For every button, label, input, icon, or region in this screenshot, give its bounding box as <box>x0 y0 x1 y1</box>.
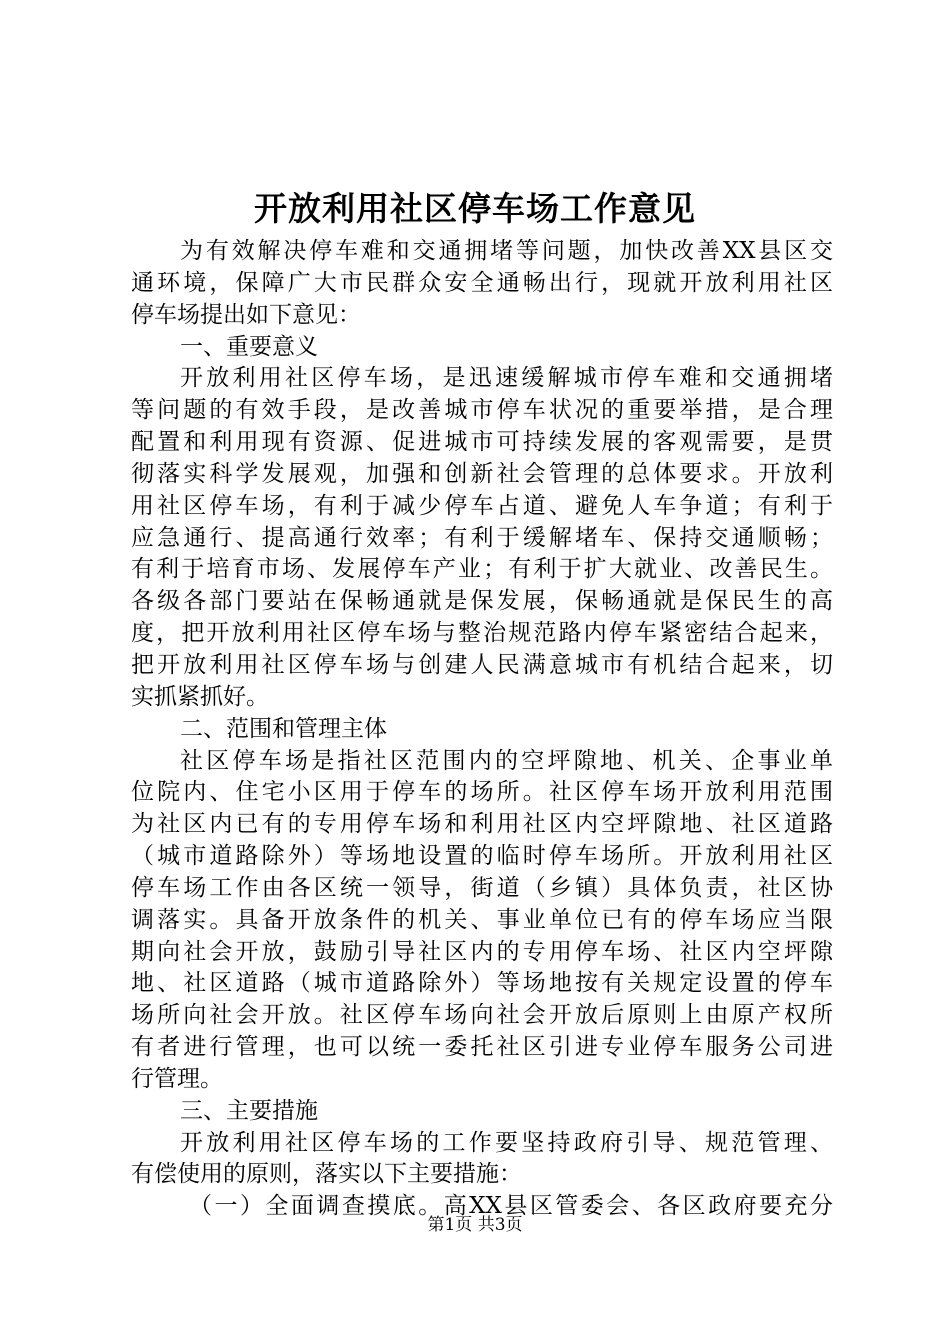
paragraph-line: （城市道路除外）等场地设置的临时停车场所。开放利用社区 <box>131 843 833 870</box>
paragraph-line: 位院内、住宅小区用于停车的场所。社区停车场开放利用范围 <box>131 779 833 806</box>
paragraph-line: 停车场工作由各区统一领导，街道（乡镇）具体负责，社区协 <box>131 874 833 901</box>
paragraph-line: 行管理。 <box>131 1065 223 1092</box>
paragraph-line: 实抓紧抓好。 <box>131 683 269 710</box>
paragraph-line: 有偿使用的原则，落实以下主要措施： <box>131 1161 522 1188</box>
paragraph-line: 等问题的有效手段，是改善城市停车状况的重要举措，是合理 <box>131 397 833 424</box>
paragraph-line: 度，把开放利用社区停车场与整治规范路内停车紧密结合起来， <box>131 620 833 647</box>
paragraph-line: 社区停车场是指社区范围内的空坪隙地、机关、企事业单 <box>180 747 833 774</box>
section-heading: 二、范围和管理主体 <box>180 715 387 742</box>
paragraph-line: 把开放利用社区停车场与创建人民满意城市有机结合起来，切 <box>131 651 833 678</box>
paragraph-line: 通环境，保障广大市民群众安全通畅出行，现就开放利用社区 <box>131 269 833 296</box>
paragraph-line: 停车场提出如下意见： <box>131 301 361 328</box>
document-title: 开放利用社区停车场工作意见 <box>254 189 696 228</box>
page-footer: 第1页 共3页 <box>427 1215 523 1235</box>
paragraph-line: 应急通行、提高通行效率；有利于缓解堵车、保持交通顺畅； <box>131 524 833 551</box>
section-heading: 三、主要措施 <box>180 1097 318 1124</box>
paragraph-line: 有利于培育市场、发展停车产业；有利于扩大就业、改善民生。 <box>131 556 833 583</box>
paragraph-line: 调落实。具备开放条件的机关、事业单位已有的停车场应当限 <box>131 906 833 933</box>
paragraph-line: 开放利用社区停车场的工作要坚持政府引导、规范管理、 <box>180 1129 833 1156</box>
paragraph-line: 各级各部门要站在保畅通就是保发展，保畅通就是保民生的高 <box>131 588 833 615</box>
document-body <box>131 236 833 1223</box>
paragraph-line: 为有效解决停车难和交通拥堵等问题，加快改善XX县区交 <box>180 238 833 264</box>
paragraph-line: 为社区内已有的专用停车场和利用社区内空坪隙地、社区道路 <box>131 811 833 838</box>
paragraph-line: 期向社会开放，鼓励引导社区内的专用停车场、社区内空坪隙 <box>131 938 833 965</box>
paragraph-line: 有者进行管理，也可以统一委托社区引进专业停车服务公司进 <box>131 1034 833 1061</box>
paragraph-line: 地、社区道路（城市道路除外）等场地按有关规定设置的停车 <box>131 970 833 997</box>
paragraph-line: 配置和利用现有资源、促进城市可持续发展的客观需要，是贯 <box>131 429 833 456</box>
paragraph-line: 彻落实科学发展观，加强和创新社会管理的总体要求。开放利 <box>131 460 833 487</box>
paragraph-line: 用社区停车场，有利于减少停车占道、避免人车争道；有利于 <box>131 492 833 519</box>
paragraph-line: 开放利用社区停车场，是迅速缓解城市停车难和交通拥堵 <box>180 365 833 392</box>
paragraph-line: （一）全面调查摸底。高XX县区管委会、各区政府要充分 <box>189 1193 833 1220</box>
section-heading: 一、重要意义 <box>180 333 318 360</box>
paragraph-line: 场所向社会开放。社区停车场向社会开放后原则上由原产权所 <box>131 1002 833 1029</box>
